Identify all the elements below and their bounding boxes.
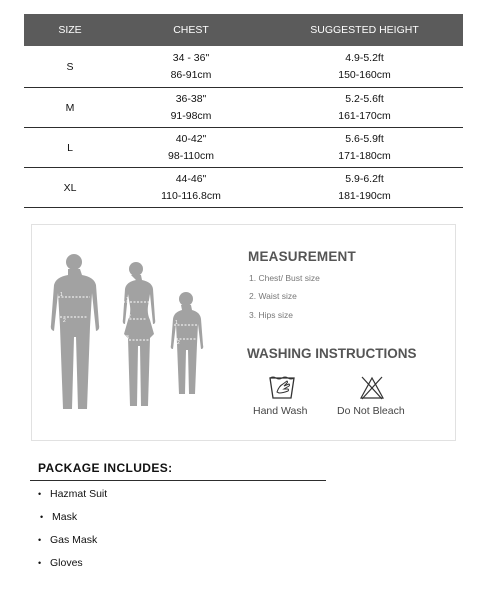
chest-inches: 40-42" xyxy=(175,133,207,146)
height-ft: 5.9-6.2ft xyxy=(345,173,384,186)
table-row xyxy=(24,88,463,128)
hand-wash-label: Hand Wash xyxy=(253,405,308,417)
chest-cm: 98-110cm xyxy=(168,149,214,162)
table-row xyxy=(24,128,463,168)
height-ft: 4.9-5.2ft xyxy=(345,51,384,64)
measurement-title: MEASUREMENT xyxy=(248,249,356,264)
list-item xyxy=(38,534,97,546)
header-size: SIZE xyxy=(58,24,82,36)
height-cm: 161-170cm xyxy=(338,109,391,122)
body-figures-illustration xyxy=(40,247,230,437)
package-item-label: Gloves xyxy=(50,557,83,569)
washing-instructions-title: WASHING INSTRUCTIONS xyxy=(247,346,417,361)
figure-number: 2 xyxy=(177,340,180,346)
list-item xyxy=(38,557,83,569)
bullet: • xyxy=(38,558,42,568)
chest-cell xyxy=(116,168,266,207)
package-item-label: Gas Mask xyxy=(50,534,98,546)
hand-wash-icon xyxy=(268,374,296,400)
bullet: • xyxy=(40,512,44,522)
height-cell xyxy=(266,88,463,127)
table-row xyxy=(24,46,463,88)
chest-inches: 36-38" xyxy=(175,93,207,106)
height-cm: 150-160cm xyxy=(338,69,391,82)
package-item-label: Mask xyxy=(52,511,78,523)
height-ft: 5.2-5.6ft xyxy=(345,93,384,106)
size-cell: M xyxy=(65,101,75,114)
measurement-item-waist: 2. Waist size xyxy=(249,291,297,301)
woman-figure xyxy=(122,262,155,406)
list-item xyxy=(38,488,107,500)
chest-inches: 34 - 36" xyxy=(172,51,210,64)
measurement-item-chest: 1. Chest/ Bust size xyxy=(249,273,320,283)
no-bleach-label: Do Not Bleach xyxy=(337,405,405,417)
chest-cell xyxy=(116,88,266,127)
size-chart-header xyxy=(24,14,463,46)
man-figure xyxy=(51,254,99,409)
figure-number: 2 xyxy=(128,314,131,320)
height-cell xyxy=(266,168,463,207)
size-cell: XL xyxy=(63,181,77,194)
height-ft: 5.6-5.9ft xyxy=(345,133,384,146)
chest-cell xyxy=(116,128,266,167)
height-cm: 181-190cm xyxy=(338,189,391,202)
size-cell: L xyxy=(67,141,73,154)
height-cell xyxy=(266,46,463,87)
bullet: • xyxy=(38,489,42,499)
size-cell: S xyxy=(66,60,74,73)
table-row xyxy=(24,168,463,208)
package-item-label: Hazmat Suit xyxy=(50,488,108,500)
divider xyxy=(30,480,326,481)
height-cm: 171-180cm xyxy=(338,149,391,162)
chest-inches: 44-46" xyxy=(175,173,207,186)
header-chest: CHEST xyxy=(173,24,209,36)
figure-number: 1 xyxy=(175,320,178,326)
height-cell xyxy=(266,128,463,167)
figure-number: 2 xyxy=(63,318,66,324)
no-bleach-icon xyxy=(359,376,385,400)
measurement-panel xyxy=(31,224,456,441)
chest-cm: 91-98cm xyxy=(170,109,212,122)
size-chart-table xyxy=(24,14,463,208)
figure-number: 1 xyxy=(126,297,129,303)
figure-number: 3 xyxy=(126,335,129,341)
list-item xyxy=(40,511,77,523)
header-suggested-height: SUGGESTED HEIGHT xyxy=(310,24,419,36)
chest-cell xyxy=(116,46,266,87)
chest-cm: 86-91cm xyxy=(170,69,212,82)
figure-number: 1 xyxy=(60,292,63,298)
child-figure xyxy=(171,292,204,394)
bullet: • xyxy=(38,535,42,545)
chest-cm: 110-116.8cm xyxy=(161,189,221,202)
package-includes-title: PACKAGE INCLUDES: xyxy=(38,461,173,475)
measurement-item-hips: 3. Hips size xyxy=(249,310,293,320)
